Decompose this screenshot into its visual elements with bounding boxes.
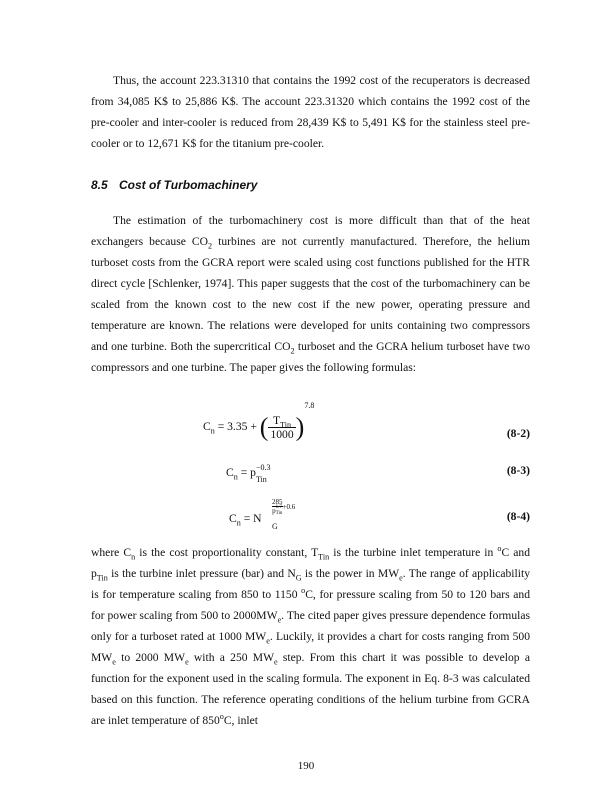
equation-label-8-2: (8-2) [506, 427, 530, 440]
equation-block: $C_n = 3.35$ + ( $\frac{T_{Tin}}{1000}$ )$^{7.8}$ (8-2) $C_n = p$ −0.3 Tin (8-3) $C_n = N$ G 285 p 1.7 Tin +0.6 (8-4) [203, 401, 530, 531]
paragraph-recuperator-costs: Thus, the account 223.31310 that contains the 1992 cost of the recuperators is decreased from 34,085 K$ to 25,886 K$. The account 223.31320 which contains the 1992 cost of the pre-cooler and inter-cooler is reduced from 28,439 K$ to 5,491 K$ for the stainless steel pre-cooler or to 12,671 K$ for the titanium pre-cooler. [91, 74, 530, 150]
paragraph-variable-definitions: where $C_n$ is the cost proportionality constant, $T_{Tin}$ is the turbine inlet temperature in $^o$C and $p_{Tin}$ is the turbine inlet pressure (bar) and $N_G$ is the power in $MW_e$. The range of applicability is for temperature scaling from 850 to 1150 $^o$C, for pressure scaling from 50 to 120 bars and for power scaling from 500 to $2000MW_e$. The cited paper gives pressure dependence formulas only for a turboset rated at 1000 $MW_e$. Luckily, it provides a chart for costs ranging from 500 $MW_e$ to 2000 $MW_e$ with a 250 $MW_e$ step. From this chart it was possible to develop a function for the exponent used in the scaling formula. The exponent in Eq. 8-3 was calculated based on this function. The reference operating conditions of the helium turbine from GCRA are inlet temperature of 850$^o$C, inlet [91, 544, 531, 727]
section-heading [91, 175, 530, 196]
section-number: 8.5 [91, 178, 108, 192]
page-number: 190 [297, 760, 315, 772]
page-body [91, 70, 530, 378]
equation-8-2: $C_n = 3.35$ + ( $\frac{T_{Tin}}{1000}$ )$^{7.8}$ [203, 401, 315, 442]
section-title: Cost of Turbomachinery [119, 178, 258, 192]
equation-label-8-4: (8-4) [506, 510, 530, 523]
paragraph-turbomachinery-estimation: The estimation of the turbomachinery cost is more difficult than that of the heat exchangers because $CO_2$ turbines are not currently manufactured. Therefore, the helium turboset costs from the GCRA report were scaled using cost functions published for the HTR direct cycle [Schlenker, 1974]. This paper suggests that the cost of the turbomachinery can be scaled from the known cost to the new cost if the new power, operating pressure and temperature are known. The relations were developed for units containing two compressors and one turbine. Both the supercritical $CO_2$ turboset and the GCRA helium turboset have two compressors and one turbine. The paper gives the following formulas: [91, 214, 530, 374]
equation-label-8-3: (8-3) [506, 464, 530, 477]
equation-8-3: $C_n = p$ −0.3 Tin [226, 463, 271, 484]
page-body-lower [91, 542, 530, 731]
